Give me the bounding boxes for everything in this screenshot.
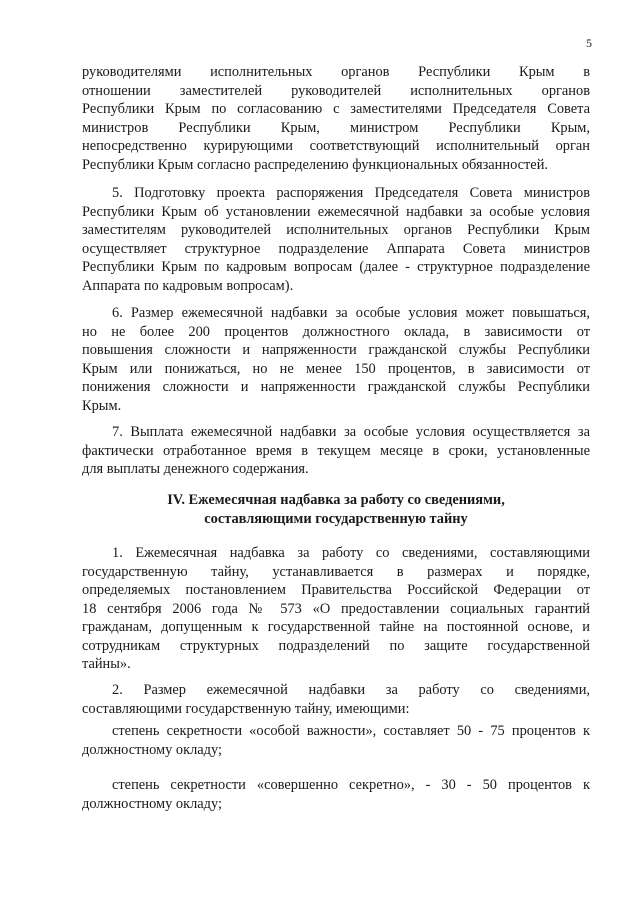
paragraph <box>82 63 590 174</box>
text-line: Республики Крым об установлении ежемесячной надбавки за особые условия <box>82 203 590 220</box>
text-line: руководителями исполнительных органов Республики Крым в <box>82 64 590 80</box>
text-line: степень секретности «особой важности», составляет 50 - 75 процентов к <box>112 723 590 739</box>
text-line: заместителям руководителей исполнительных органов Республики Крым <box>82 222 590 238</box>
heading-line: IV. Ежемесячная надбавка за работу со сведениями, <box>167 492 505 508</box>
text-line: министров Республики Крым, министром Республики Крым, <box>82 119 590 136</box>
section-heading <box>82 491 590 528</box>
paragraph <box>82 681 590 718</box>
paragraph <box>82 304 590 415</box>
text-line: Республики Крым по согласованию с заместителями Председателя Совета <box>82 101 590 117</box>
text-line: тайны». <box>82 656 131 672</box>
text-line: 18 сентября 2006 года № 573 «О предоставлении социальных гарантий <box>82 600 590 617</box>
text-line: Республики Крым по кадровым вопросам (далее - структурное подразделение <box>82 259 590 275</box>
paragraph <box>82 722 590 759</box>
text-line: составляющими государственную тайну, имеющими: <box>82 700 410 717</box>
paragraph <box>82 544 590 674</box>
paragraph <box>82 776 590 813</box>
text-line: 7. Выплата ежемесячной надбавки за особые условия осуществляется за <box>112 424 590 440</box>
page-number: 5 <box>586 36 592 50</box>
text-line: 1. Ежемесячная надбавка за работу со сведениями, составляющими <box>112 545 590 561</box>
text-line: Аппарата по кадровым вопросам). <box>82 277 294 294</box>
text-line: должностному окладу; <box>82 741 222 758</box>
text-line: повышения сложности и напряженности гражданской службы Республики <box>82 342 590 358</box>
text-line: для выплаты денежного содержания. <box>82 461 309 477</box>
text-line: государственную тайну, устанавливается в размерах и порядке, <box>82 563 590 580</box>
text-line: Республики Крым согласно распределению функциональных обязанностей. <box>82 156 548 173</box>
text-line: осуществляет структурное подразделение Аппарата Совета министров <box>82 240 590 257</box>
text-line: определяемых постановлением Правительства Российской Федерации от <box>82 582 590 598</box>
text-line: сотрудникам структурных подразделений по защите государственной <box>82 637 590 654</box>
text-line: должностному окладу; <box>82 795 222 812</box>
text-line: понижения сложности и напряженности гражданской службы Республики <box>82 379 590 395</box>
paragraph <box>82 184 590 295</box>
text-line: 6. Размер ежемесячной надбавки за особые условия может повышаться, <box>112 305 590 321</box>
text-line: 5. Подготовку проекта распоряжения Председателя Совета министров <box>112 185 590 201</box>
text-line: Крым. <box>82 397 122 414</box>
text-line: но не более 200 процентов должностного оклада, в зависимости от <box>82 323 590 340</box>
text-line: степень секретности «совершенно секретно», - 30 - 50 процентов к <box>112 777 590 793</box>
heading-line: составляющими государственную тайну <box>204 510 468 527</box>
text-line: 2. Размер ежемесячной надбавки за работу со сведениями, <box>112 682 590 698</box>
text-line: непосредственно курирующими соответствующий исполнительный орган <box>82 138 590 154</box>
text-line: отношении заместителей руководителей исполнительных органов <box>82 82 590 99</box>
paragraph <box>82 423 590 479</box>
text-line: гражданам, допущенным к государственной тайне на постоянной основе, и <box>82 619 590 635</box>
text-line: Крым или понижаться, но не менее 150 процентов, в зависимости от <box>82 360 590 377</box>
text-line: фактически отработанное время в текущем месяце в сроки, установленные <box>82 442 590 459</box>
